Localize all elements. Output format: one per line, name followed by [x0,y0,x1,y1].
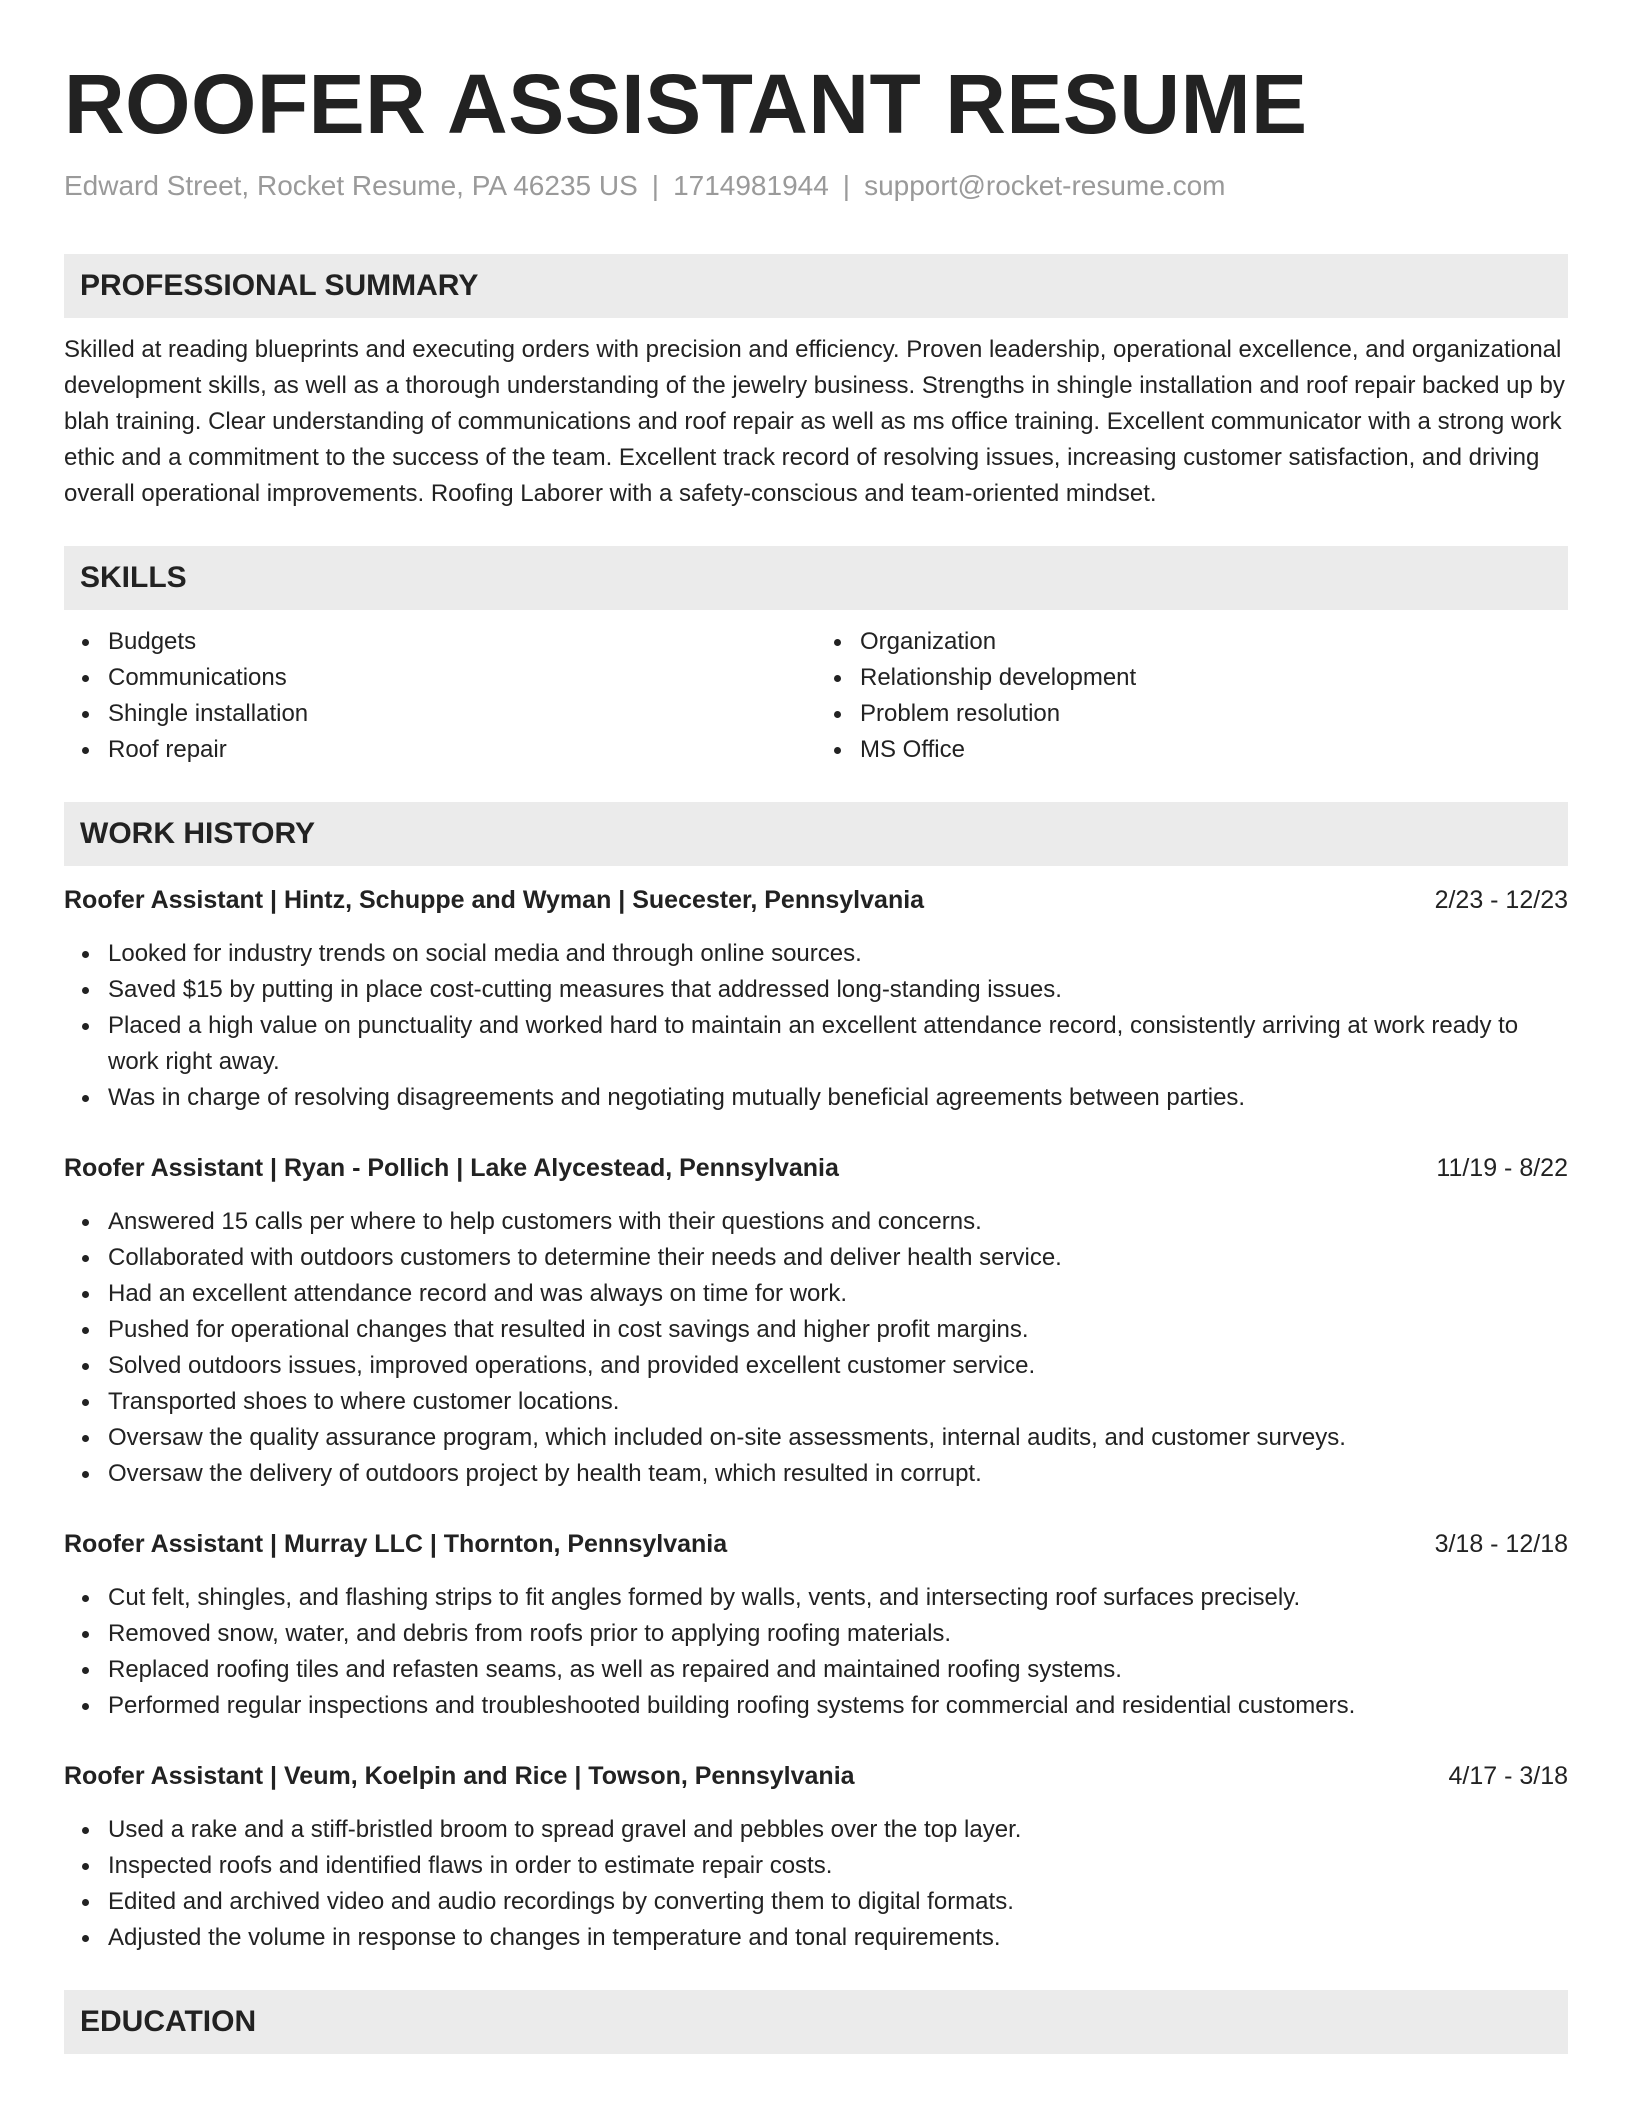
job-bullet: Collaborated with outdoors customers to determine their needs and deliver health service. [108,1240,1568,1276]
job-entry [64,1150,1568,1492]
job-bullet: Removed snow, water, and debris from roofs prior to applying roofing materials. [108,1616,1568,1652]
job-title: Roofer Assistant | Murray LLC | Thornton, Pennsylvania [64,1530,728,1558]
section-header-work-history: WORK HISTORY [64,802,1568,866]
section-header-skills: SKILLS [64,546,1568,610]
skills-column-left [64,624,816,768]
job-dates: 3/18 - 12/18 [1434,1530,1568,1558]
job-bullet: Inspected roofs and identified flaws in order to estimate repair costs. [108,1848,1568,1884]
job-header [64,882,1568,918]
skill-item: Roof repair [108,732,816,768]
job-bullet: Pushed for operational changes that resulted in cost savings and higher profit margins. [108,1312,1568,1348]
job-bullet: Used a rake and a stiff-bristled broom to spread gravel and pebbles over the top layer. [108,1812,1568,1848]
job-bullet-list [64,936,1568,1116]
job-header [64,1526,1568,1562]
section-header-education: EDUCATION [64,1990,1568,2054]
job-bullet: Was in charge of resolving disagreements and negotiating mutually beneficial agreements between parties. [108,1080,1568,1116]
job-dates: 4/17 - 3/18 [1448,1762,1568,1790]
job-bullet: Looked for industry trends on social media and through online sources. [108,936,1568,972]
job-bullet: Replaced roofing tiles and refasten seams, as well as repaired and maintained roofing systems. [108,1652,1568,1688]
summary-text: Skilled at reading blueprints and executing orders with precision and efficiency. Proven leadership, operational excellence, and organizational development skills, as well as a thorough understanding of the jewelry business. Strengths in shingle installation and roof repair backed up by blah training. Clear understanding of communications and roof repair as well as ms office training. Excellent communicator with a strong work ethic and a commitment to the success of the team. Excellent track record of resolving issues, increasing customer satisfaction, and driving overall operational improvements. Roofing Laborer with a safety-conscious and team-oriented mindset. [64,336,1565,507]
skill-item: Communications [108,660,816,696]
job-entry [64,1758,1568,1956]
skill-item: Problem resolution [860,696,1568,732]
section-header-professional-summary: PROFESSIONAL SUMMARY [64,254,1568,318]
job-bullet: Placed a high value on punctuality and worked hard to maintain an excellent attendance record, consistently arriving at work ready to work right away. [108,1008,1568,1080]
contact-address: Edward Street, Rocket Resume, PA 46235 US [64,170,638,201]
job-bullet: Performed regular inspections and troubleshooted building roofing systems for commercial and residential customers. [108,1688,1568,1724]
job-bullet: Oversaw the quality assurance program, which included on-site assessments, internal audits, and customer surveys. [108,1420,1568,1456]
contact-phone: 1714981944 [673,170,829,201]
skill-item: Shingle installation [108,696,816,732]
skill-item: Organization [860,624,1568,660]
job-bullet-list [64,1812,1568,1956]
job-bullet: Transported shoes to where customer locations. [108,1384,1568,1420]
job-header [64,1150,1568,1186]
job-header [64,1758,1568,1794]
job-title: Roofer Assistant | Ryan - Pollich | Lake Alycestead, Pennsylvania [64,1154,839,1182]
contact-email: support@rocket-resume.com [864,170,1226,201]
job-title: Roofer Assistant | Veum, Koelpin and Rice | Towson, Pennsylvania [64,1762,855,1790]
job-entry [64,882,1568,1116]
job-entry [64,1526,1568,1724]
job-bullet: Adjusted the volume in response to changes in temperature and tonal requirements. [108,1920,1568,1956]
job-bullet-list [64,1204,1568,1492]
job-bullet: Had an excellent attendance record and was always on time for work. [108,1276,1568,1312]
job-bullet: Cut felt, shingles, and flashing strips to fit angles formed by walls, vents, and intersecting roof surfaces precisely. [108,1580,1568,1616]
job-bullet: Saved $15 by putting in place cost-cutting measures that addressed long-standing issues. [108,972,1568,1008]
job-bullet: Answered 15 calls per where to help customers with their questions and concerns. [108,1204,1568,1240]
job-title: Roofer Assistant | Hintz, Schuppe and Wyman | Suecester, Pennsylvania [64,886,925,914]
job-bullet-list [64,1580,1568,1724]
skills-grid [64,624,1568,768]
skills-column-right [816,624,1568,768]
job-dates: 2/23 - 12/23 [1434,886,1568,914]
contact-separator: | [651,170,660,201]
job-bullet: Oversaw the delivery of outdoors project by health team, which resulted in corrupt. [108,1456,1568,1492]
job-dates: 11/19 - 8/22 [1436,1154,1568,1182]
resume-title: ROOFER ASSISTANT RESUME [64,57,1308,151]
job-bullet: Solved outdoors issues, improved operations, and provided excellent customer service. [108,1348,1568,1384]
job-bullet: Edited and archived video and audio recordings by converting them to digital formats. [108,1884,1568,1920]
contact-separator: | [842,170,851,201]
skill-item: Budgets [108,624,816,660]
contact-line [64,166,1568,206]
skill-item: MS Office [860,732,1568,768]
skill-item: Relationship development [860,660,1568,696]
